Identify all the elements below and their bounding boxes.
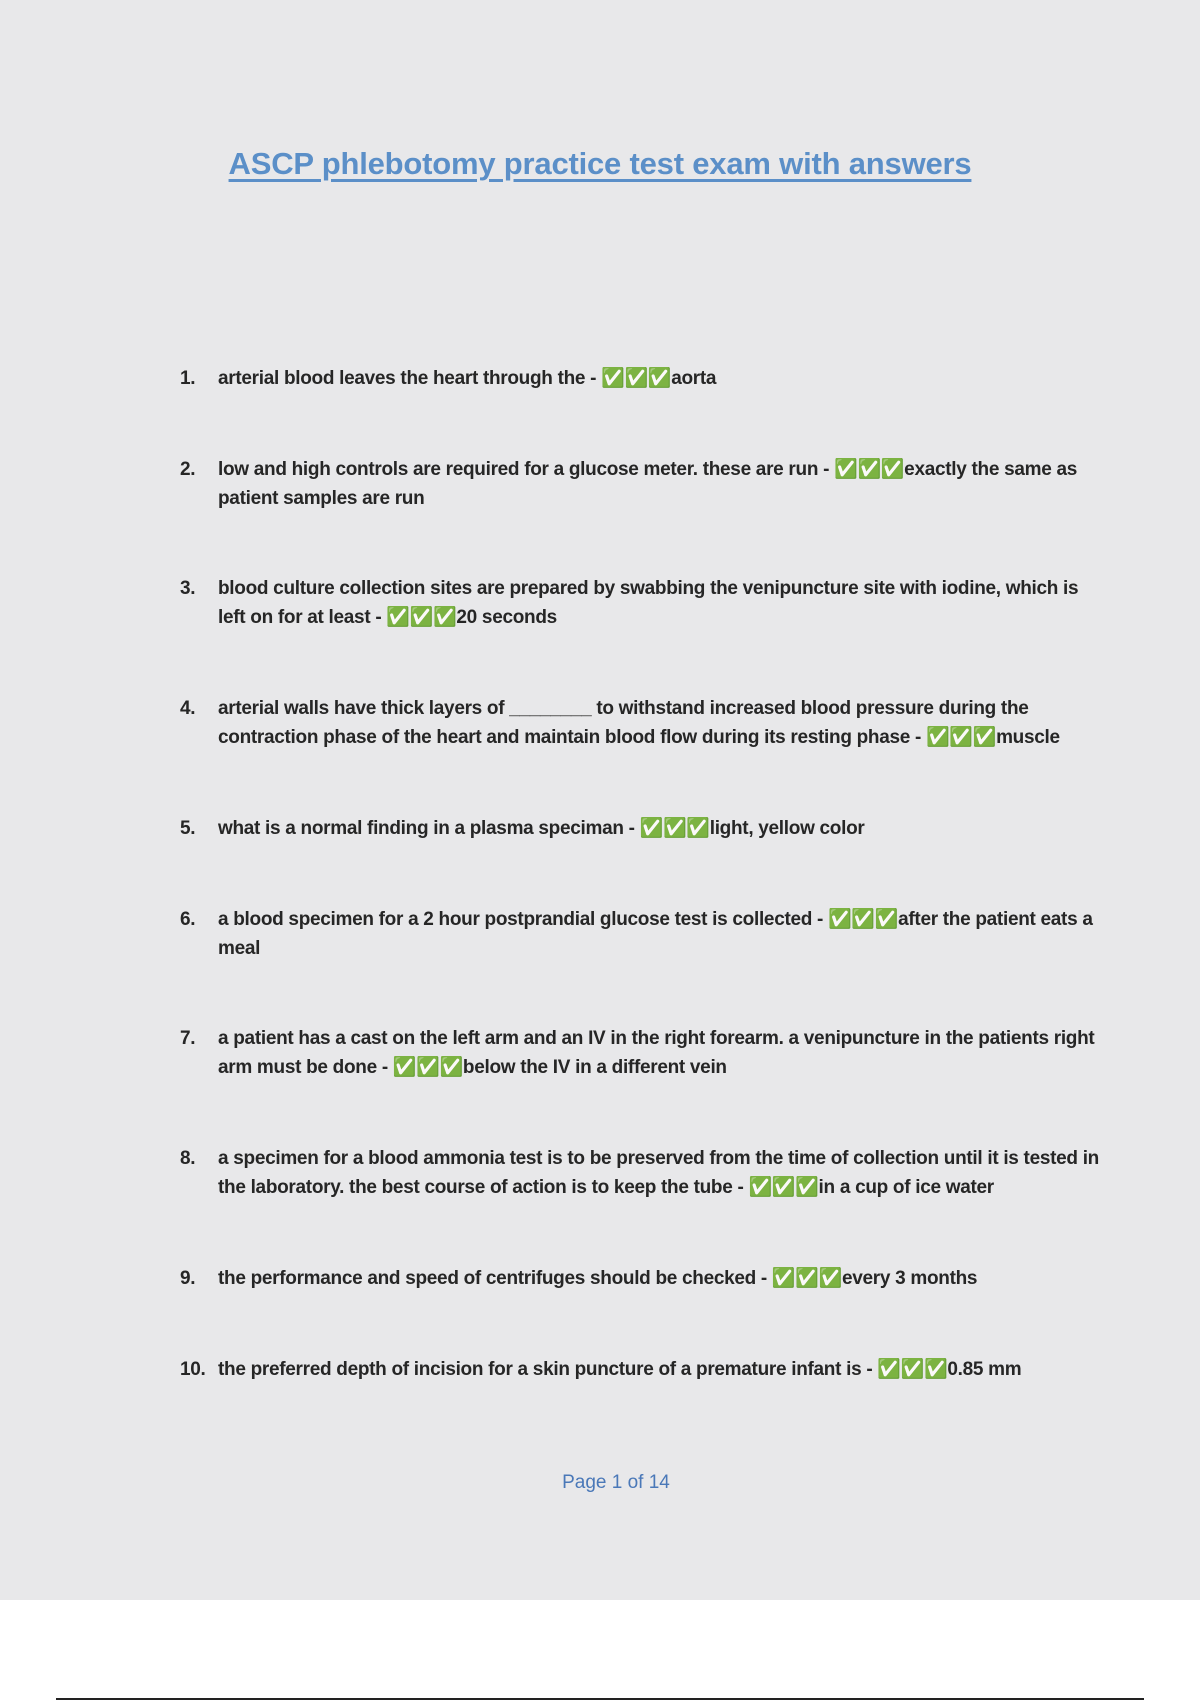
question-item (180, 694, 1100, 752)
question-number: 7. (180, 1028, 196, 1049)
question-text: blood culture collection sites are prepared by swabbing the venipuncture site with iodine, which is left on for at least - ✅✅✅20 seconds (218, 578, 1079, 628)
question-text: low and high controls are required for a glucose meter. these are run - ✅✅✅exactly the same as patient samples are run (218, 459, 1077, 509)
question-number: 1. (180, 368, 196, 389)
question-text: the performance and speed of centrifuges should be checked - ✅✅✅every 3 months (218, 1268, 978, 1289)
question-item (180, 1024, 1100, 1082)
question-text: a specimen for a blood ammonia test is to be preserved from the time of collection until it is tested in the laboratory. the best course of action is to keep the tube - ✅✅✅in a cup of ice water (218, 1148, 1099, 1198)
question-number: 10. (180, 1359, 206, 1380)
question-item (180, 814, 1100, 843)
question-item (180, 455, 1100, 513)
question-list (180, 364, 1100, 1384)
question-text: the preferred depth of incision for a skin puncture of a premature infant is - ✅✅✅0.85 mm (218, 1359, 1022, 1380)
question-number: 2. (180, 459, 196, 480)
question-item (180, 1355, 1100, 1384)
question-number: 9. (180, 1268, 196, 1289)
question-item (180, 1144, 1100, 1202)
question-text: what is a normal finding in a plasma speciman - ✅✅✅light, yellow color (218, 818, 865, 839)
question-text: arterial walls have thick layers of ________ to withstand increased blood pressure during the contraction phase of the heart and maintain blood flow during its resting phase - ✅✅✅muscle (218, 698, 1060, 748)
question-number: 5. (180, 818, 196, 839)
question-item (180, 1264, 1100, 1293)
question-item (180, 905, 1100, 963)
question-text: a blood specimen for a 2 hour postprandial glucose test is collected - ✅✅✅after the patient eats a meal (218, 909, 1093, 959)
question-number: 4. (180, 698, 196, 719)
document-title: ASCP phlebotomy practice test exam with answers (228, 146, 972, 181)
question-item (180, 364, 1100, 393)
question-number: 3. (180, 578, 196, 599)
question-text: arterial blood leaves the heart through the - ✅✅✅aorta (218, 368, 717, 389)
question-text: a patient has a cast on the left arm and an IV in the right forearm. a venipuncture in the patients right arm must be done - ✅✅✅below the IV in a different vein (218, 1028, 1095, 1078)
question-number: 8. (180, 1148, 196, 1169)
page-footer: Page 1 of 14 (562, 1472, 670, 1493)
question-number: 6. (180, 909, 196, 930)
question-item (180, 574, 1100, 632)
